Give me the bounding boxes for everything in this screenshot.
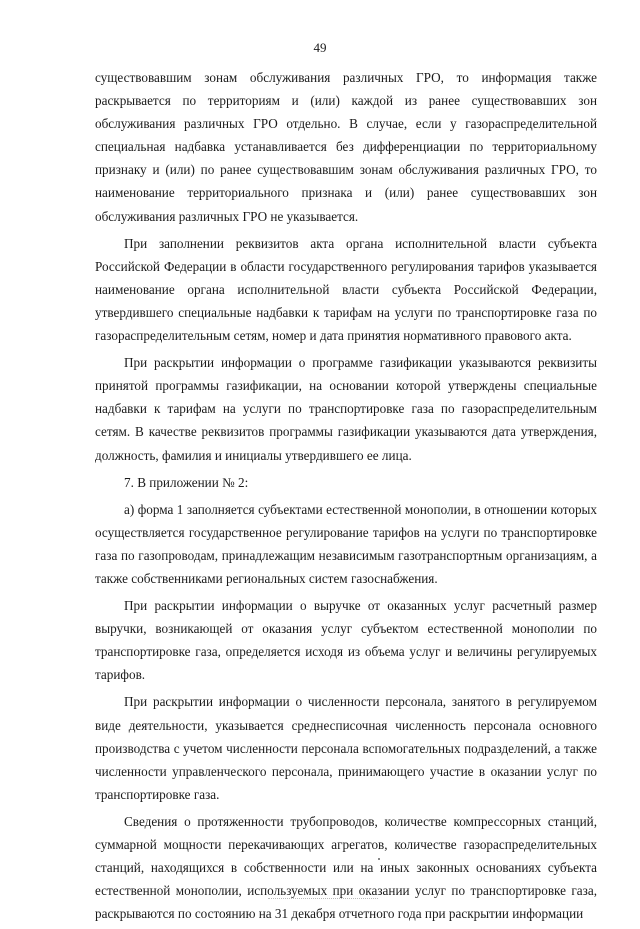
scan-edge-artifact xyxy=(268,898,378,900)
page-number: 49 xyxy=(313,40,327,55)
paragraph-continuation: существовавшим зонам обслуживания различных ГРО, то информация также раскрывается по территориям и (или) каждой из ранее существовавших зон обслуживания различных ГРО отдельно. В случае, если у газораспределительной специальная надбавка устанавливается без дифференциации по территориальному признаку и (или) по ранее существовавшим зонам обслуживания различных ГРО, то наименование территориального признака и (или) ранее существовавших зон обслуживания различных ГРО не указывается. xyxy=(95,70,597,224)
document-body xyxy=(95,66,597,929)
paragraph-gasification-program: При раскрытии информации о программе газификации указываются реквизиты принятой программы газификации, на основании которой утверждены специальные надбавки к тарифам на услуги по транспортировке газа по газораспределительным сетям. В качестве реквизитов программы газификации указываются дата утверждения, должность, фамилия и инициалы утвердившего ее лица. xyxy=(95,355,597,463)
paragraph-pipelines: Сведения о протяженности трубопроводов, количестве компрессорных станций, суммарной мощности перекачивающих агрегатов, количестве газораспределительных станций, находящихся в собственности или на иных законных основаниях субъекта естественной монополии, используемых при оказании услуг по транспортировке газа, раскрываются по состоянию на 31 декабря отчетного года при раскрытии информации xyxy=(95,813,597,922)
paragraph-act-requisites: При заполнении реквизитов акта органа исполнительной власти субъекта Российской Федерации в области государственного регулирования тарифов указывается наименование органа исполнительной власти субъекта Российской Федерации, утвердившего специальные надбавки к тарифам на услуги по транспортировке газа по газораспределительным сетям, номер и дата принятия нормативного правового акта. xyxy=(95,235,597,344)
paragraph-revenue: При раскрытии информации о выручке от оказанных услуг расчетный размер выручки, возникающей от оказания услуг субъектом естественной монополии по транспортировке газа, определяется исходя из объема услуг и величины регулируемых тарифов. xyxy=(95,598,597,683)
paragraph-item-7a: а) форма 1 заполняется субъектами естественной монополии, в отношении которых осуществляется государственное регулирование тарифов на услуги по транспортировке газа по газопроводам, принадлежащим независимым газотранспортным организациям, а также собственниками региональных систем газоснабжения. xyxy=(95,501,597,586)
scan-artifact xyxy=(378,858,380,860)
paragraph-item-7-heading: 7. В приложении № 2: xyxy=(124,474,249,490)
paragraph-personnel: При раскрытии информации о численности персонала, занятого в регулируемом виде деятельности, указывается среднесписочная численность персонала основного производства с учетом численности персонала вспомогательных подразделений, а также численности управленческого персонала, принимающего участие в оказании услуг по транспортировке газа. xyxy=(95,694,597,802)
